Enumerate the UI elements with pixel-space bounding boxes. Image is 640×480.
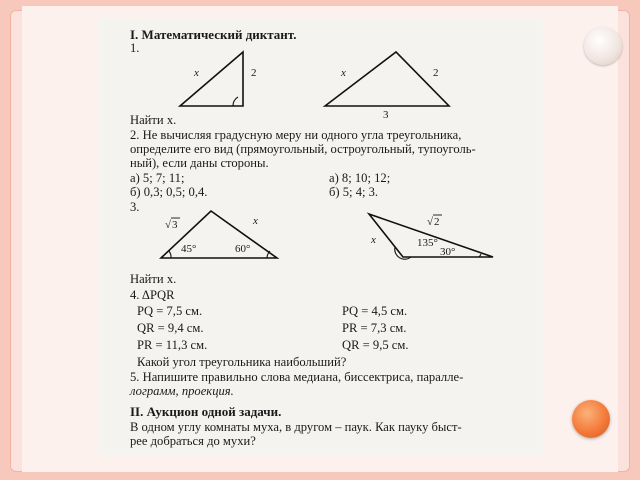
scanned-worksheet [97, 18, 543, 455]
pqr-right-3: QR = 9,5 см. [342, 338, 409, 352]
item4-header: 4. ΔPQR [130, 288, 175, 302]
section2-line-2: рее добраться до мухи? [130, 434, 256, 448]
fig2-label-side: 2 [433, 67, 439, 79]
pqr-right-1: PQ = 4,5 см. [342, 304, 408, 318]
fig1-label-x: x [194, 67, 199, 79]
fig2-label-x: x [341, 67, 346, 79]
fig4-label-root: 2 [434, 216, 440, 228]
item2-line-1: 2. Не вычисляя градусную меру ни одного угла треугольника, [130, 128, 462, 142]
pqr-right-2: PR = 7,3 см. [342, 321, 407, 335]
item2-a-left: а) 5; 7; 11; [130, 171, 185, 185]
find-x-2: Найти x. [130, 272, 177, 286]
fig3-angle-left: 45° [181, 243, 197, 255]
find-x-1: Найти x. [130, 113, 177, 127]
decorative-circle-top [584, 27, 622, 65]
item2-line-3: ный), если даны стороны. [130, 156, 269, 170]
svg-text:√: √ [165, 219, 172, 231]
item2-b-left: б) 0,3; 0,5; 0,4. [130, 185, 208, 199]
decorative-circle-bottom [572, 400, 610, 438]
item4-question: Какой угол треугольника наибольший? [137, 355, 347, 369]
fig3-label-x: x [253, 215, 258, 227]
section2-heading: II. Аукцион одной задачи. [130, 404, 282, 419]
fig1-label-side: 2 [251, 67, 257, 79]
pqr-left-1: PQ = 7,5 см. [137, 304, 203, 318]
item3-number: 3. [130, 200, 140, 214]
triangle-figure-2 [323, 50, 463, 120]
fig4-angle-right: 30° [440, 246, 456, 258]
fig3-angle-right: 60° [235, 243, 251, 255]
pqr-left-2: QR = 9,4 см. [137, 321, 204, 335]
item5-line-1: 5. Напишите правильно слова медиана, биссектриса, паралле- [130, 370, 464, 384]
fig3-label-root: 3 [172, 219, 178, 231]
triangle-figure-3 [157, 208, 292, 263]
item2-b-right: б) 5; 4; 3. [329, 185, 379, 199]
item2-a-right: а) 8; 10; 12; [329, 171, 391, 185]
item1-number: 1. [130, 41, 140, 55]
triangle-figure-4 [367, 210, 507, 265]
section1-heading: I. Математический диктант. [130, 27, 297, 42]
item5-line-2: лограмм, проекция. [130, 384, 234, 398]
fig2-label-base: 3 [383, 109, 389, 121]
svg-text:√: √ [427, 216, 434, 228]
section2-line-1: В одном углу комнаты муха, в другом – паук. Как пауку быст- [130, 420, 462, 434]
triangle-figure-1 [177, 50, 297, 110]
fig4-label-x: x [371, 234, 376, 246]
pqr-left-3: PR = 11,3 см. [137, 338, 208, 352]
item2-line-2: определите его вид (прямоугольный, остроугольный, тупоуголь- [130, 142, 476, 156]
fig4-angle-top: 135° [417, 237, 438, 249]
